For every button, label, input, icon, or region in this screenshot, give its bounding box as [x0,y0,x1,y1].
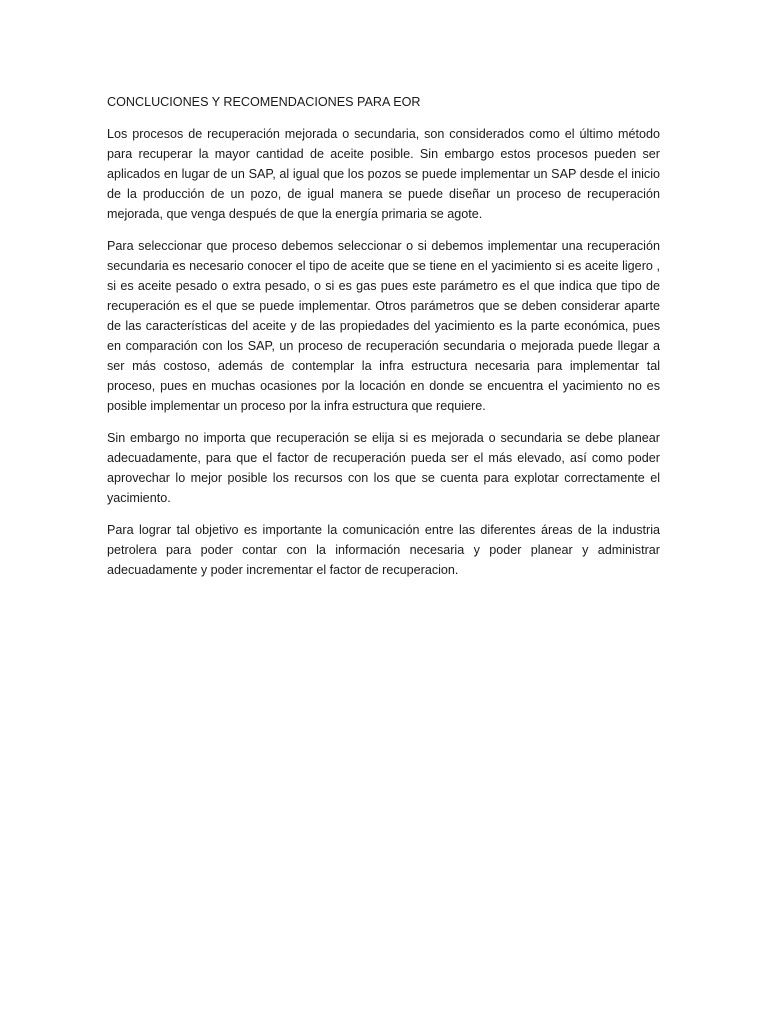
paragraph-1: Los procesos de recuperación mejorada o secundaria, son considerados como el último método para recuperar la mayor cantidad de aceite posible. Sin embargo estos procesos pueden ser aplicados en lugar de un SAP, al igual que los pozos se puede implementar un SAP desde el inicio de la producción de un pozo, de igual manera se puede diseñar un proceso de recuperación mejorada, que venga después de que la energía primaria se agote. [107,127,660,221]
paragraph-2: Para seleccionar que proceso debemos seleccionar o si debemos implementar una recuperación secundaria es necesario conocer el tipo de aceite que se tiene en el yacimiento si es aceite ligero , si es aceite pesado o extra pesado, o si es gas pues este parámetro es el que indica que tipo de recuperación es el que se puede implementar. Otros parámetros que se deben considerar aparte de las características del aceite y de las propiedades del yacimiento es la parte económica, pues en comparación con los SAP, un proceso de recuperación secundaria o mejorada puede llegar a ser más costoso, además de contemplar la infra estructura necesaria para implementar tal proceso, pues en muchas ocasiones por la locación en donde se encuentra el yacimiento no es posible implementar un proceso por la infra estructura que requiere. [107,239,660,413]
paragraph-4: Para lograr tal objetivo es importante la comunicación entre las diferentes áreas de la industria petrolera para poder contar con la información necesaria y poder planear y administrar adecuadamente y poder incrementar el factor de recuperacion. [107,523,660,577]
document-body [107,92,660,592]
document-title: CONCLUCIONES Y RECOMENDACIONES PARA EOR [107,95,421,109]
paragraph-3: Sin embargo no importa que recuperación se elija si es mejorada o secundaria se debe planear adecuadamente, para que el factor de recuperación pueda ser el más elevado, así como poder aprovechar lo mejor posible los recursos con los que se cuenta para explotar correctamente el yacimiento. [107,431,660,505]
